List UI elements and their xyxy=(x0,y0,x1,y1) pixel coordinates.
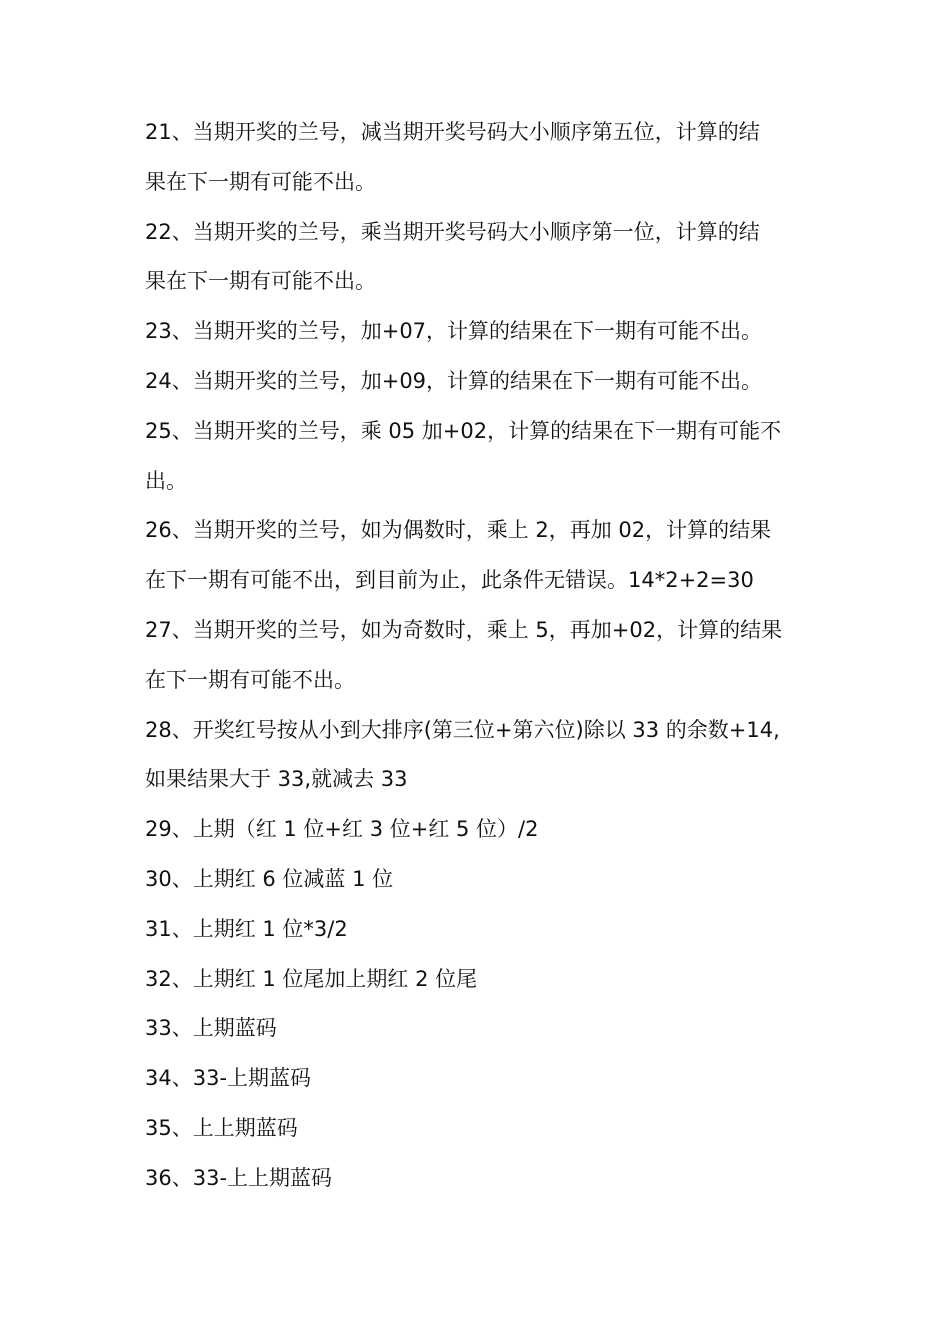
rule-34: 34、33-上期蓝码 xyxy=(145,1066,312,1091)
rule-31: 31、上期红 1 位*3/2 xyxy=(145,916,348,941)
rule-36: 36、33-上上期蓝码 xyxy=(145,1165,333,1190)
rule-35: 35、上上期蓝码 xyxy=(145,1115,298,1140)
rule-28-line-2: 如果结果大于 33,就减去 33 xyxy=(145,767,408,792)
rules-list xyxy=(145,108,810,1204)
rule-25-line-2: 出。 xyxy=(145,468,187,493)
rule-29: 29、上期（红 1 位+红 3 位+红 5 位）/2 xyxy=(145,817,539,842)
rule-21-line-1: 21、当期开奖的兰号，减当期开奖号码大小顺序第五位，计算的结 xyxy=(145,120,760,144)
rule-26-line-2: 在下一期有可能不出，到目前为止，此条件无错误。14*2+2=30 xyxy=(145,568,754,593)
rule-22-line-1: 22、当期开奖的兰号，乘当期开奖号码大小顺序第一位，计算的结 xyxy=(145,219,760,244)
rule-22-line-2: 果在下一期有可能不出。 xyxy=(145,269,376,294)
rule-26-line-1: 26、当期开奖的兰号，如为偶数时，乘上 2，再加 02，计算的结果 xyxy=(145,518,772,543)
rule-27-line-2: 在下一期有可能不出。 xyxy=(145,667,355,692)
rule-24: 24、当期开奖的兰号，加+09，计算的结果在下一期有可能不出。 xyxy=(145,368,763,393)
rule-30: 30、上期红 6 位减蓝 1 位 xyxy=(145,866,394,891)
rule-32: 32、上期红 1 位尾加上期红 2 位尾 xyxy=(145,966,478,991)
rule-21-line-2: 果在下一期有可能不出。 xyxy=(145,169,376,194)
rule-27-line-1: 27、当期开奖的兰号，如为奇数时，乘上 5，再加+02，计算的结果 xyxy=(145,617,783,642)
rule-33: 33、上期蓝码 xyxy=(145,1016,277,1041)
rule-23: 23、当期开奖的兰号，加+07，计算的结果在下一期有可能不出。 xyxy=(145,319,763,344)
rule-28-line-1: 28、开奖红号按从小到大排序(第三位+第六位)除以 33 的余数+14, xyxy=(145,717,780,742)
rule-25-line-1: 25、当期开奖的兰号，乘 05 加+02，计算的结果在下一期有可能不 xyxy=(145,418,782,443)
